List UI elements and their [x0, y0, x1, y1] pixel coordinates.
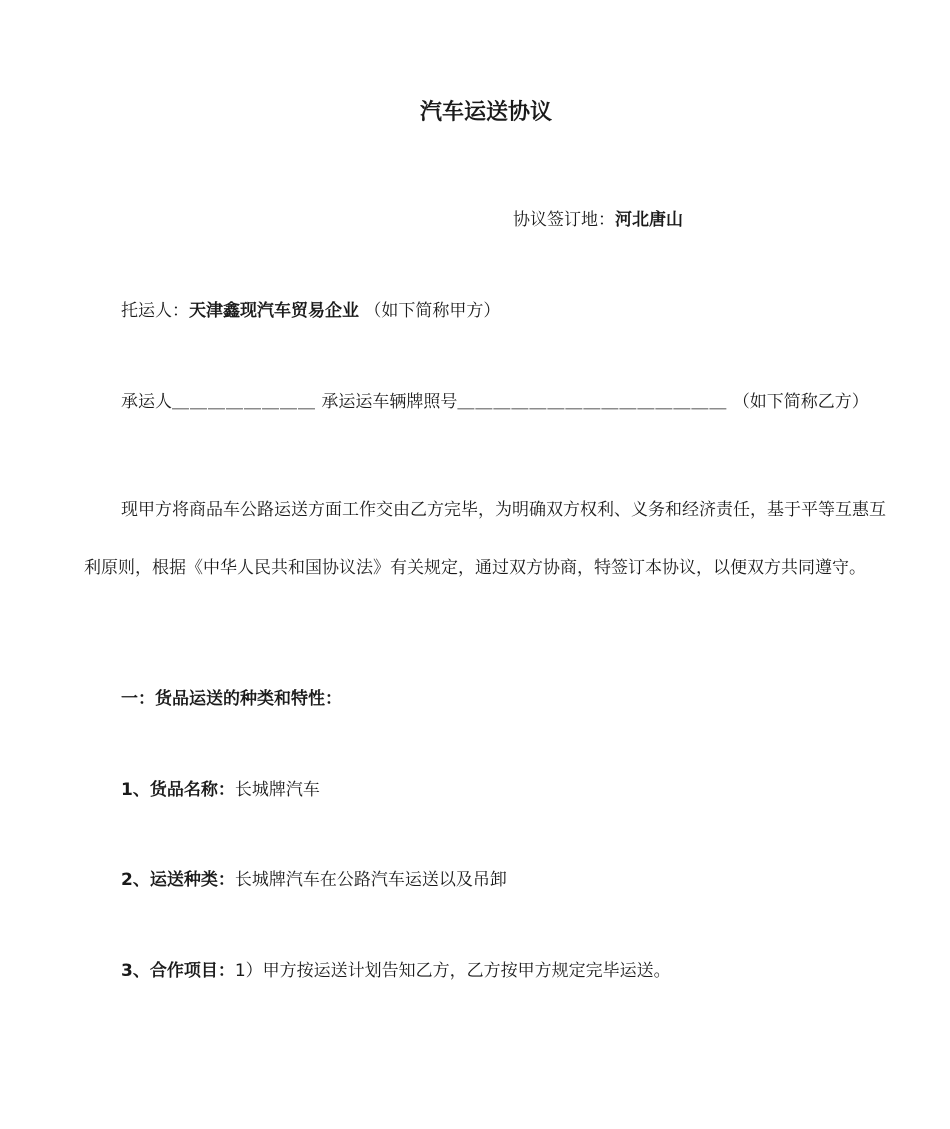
shipper-line [121, 299, 500, 323]
list-item [121, 868, 507, 892]
list-item [121, 778, 320, 802]
shipper-label: 托运人： [121, 301, 189, 321]
intro-paragraph: 现甲方将商品车公路运送方面工作交由乙方完毕，为明确双方权利、义务和经济责任，基于平等互惠互利原则，根据《中华人民共和国协议法》有关规定，通过双方协商，特签订本协议，以便双方共同遵守。 [84, 500, 886, 578]
carrier-line [121, 390, 869, 414]
item-text: 长城牌汽车在公路汽车运送以及吊卸 [234, 870, 507, 890]
list-item [121, 959, 671, 983]
item-label: 3、合作项目： [121, 961, 235, 981]
signing-place-value: 河北唐山 [615, 210, 683, 230]
item-label: 1、货品名称： [121, 780, 235, 800]
plate-number-blank: ＿＿＿＿＿＿＿＿＿＿＿＿＿＿＿ [457, 392, 728, 412]
carrier-label: 承运人 [121, 392, 172, 412]
plate-label: 承运运车辆牌照号 [321, 392, 458, 412]
document-title: 汽车运送协议 [419, 100, 552, 125]
carrier-name-blank: ＿＿＿＿＿＿＿＿ [172, 392, 316, 412]
signing-place-label: 协议签订地： [513, 210, 615, 230]
shipper-suffix: （如下简称甲方） [364, 301, 501, 321]
signing-place [513, 208, 683, 232]
carrier-suffix: （如下简称乙方） [732, 392, 869, 412]
item-text: 1）甲方按运送计划告知乙方，乙方按甲方规定完毕运送。 [234, 961, 671, 981]
section-heading: 一：货品运送的种类和特性： [121, 689, 342, 709]
item-text: 长城牌汽车 [234, 780, 320, 800]
item-label: 2、运送种类： [121, 870, 235, 890]
shipper-name: 天津鑫现汽车贸易企业 [189, 301, 359, 321]
